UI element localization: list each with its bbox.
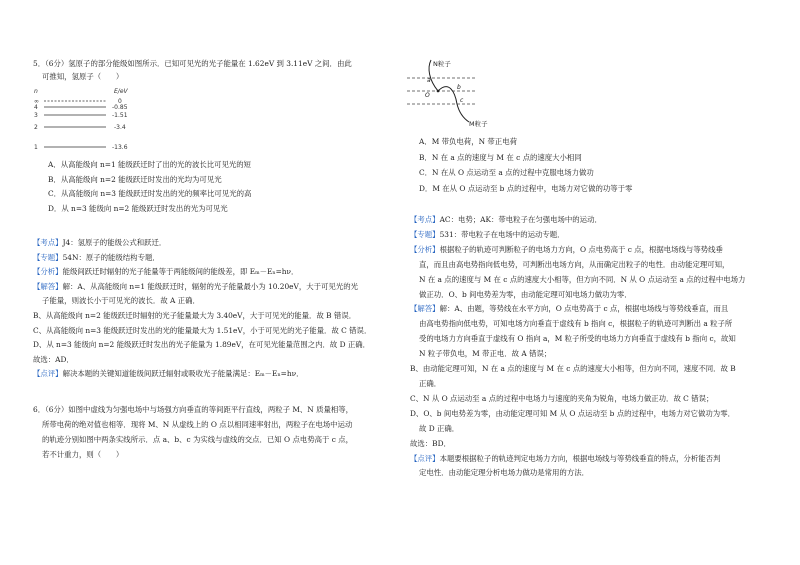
svg-text:3: 3	[34, 112, 38, 119]
q5-stem-line1: 5．（6分）氢原子的部分能级如图所示．已知可见光的光子能量在 1.62eV 到 3.11eV 之间．由此	[33, 59, 352, 68]
q6-jieda-line: 故 D 正确．	[419, 423, 460, 433]
q5-zhuanti: 【专题】54N：原子的能级结构专题．	[33, 252, 160, 262]
svg-text:∞: ∞	[34, 98, 39, 105]
n-particle-label: N粒子	[433, 60, 451, 68]
q6-stem-line: 6．（6分）如图中虚线为匀强电场中与场强方向垂直的等间距平行直线，两粒子 M、N 质量相等，	[33, 405, 354, 414]
q5-option-b: B．从高能级向 n=2 能级跃迁时发出的光均为可见光	[48, 174, 222, 184]
level-inf	[34, 98, 122, 105]
q5-jieda-line: B、从高能级向 n=2 能级跃迁时辐射的光子能量最大为 3.40eV，大于可见光的能量．故 B 错误．	[33, 310, 357, 320]
energy-axis-label: E/eV	[114, 88, 128, 95]
q6-fenxi-line: 直，而且由高电势指向低电势，可判断出电场方向，从而确定出粒子的电性．由动能定理可知，	[419, 259, 730, 269]
jieda-tag: 【解答】	[410, 304, 440, 314]
dianping-tag: 【点评】	[33, 369, 63, 379]
q6-jieda: 【解答】解：A、由题，等势线在水平方向，O 点电势高于 c 点，根据电场线与等势线垂直，而且	[410, 304, 729, 314]
q6-fenxi-line: 做正功．O、b 间电势差为零，由动能定理可知电场力做功为零．	[419, 289, 632, 299]
q6-option-b: B．N 在 a 点的速度与 M 在 c 点的速度大小相同	[419, 152, 582, 162]
q5-option-c: C．从高能级向 n=3 能级跃迁时发出的光的频率比可见光的高	[48, 189, 252, 198]
q5-jieda-line: D、从 n=3 能级向 n=2 能级跃迁时发出的光子能量为 1.89eV，在可见光能量范围之内．故 D 正确．	[33, 340, 371, 350]
n-axis-label: n	[34, 88, 38, 95]
q6-kaodian: 【考点】AC：电势；AK：带电粒子在匀强电场中的运动．	[410, 215, 602, 224]
q6-jieda-line: C、N 从 O 点运动至 a 点的过程中电场力与速度的夹角为锐角，电场力做正功．故 C 错误；	[410, 393, 714, 403]
svg-text:1: 1	[34, 144, 38, 151]
q6-solution	[410, 213, 790, 481]
level-4	[34, 104, 128, 111]
question-5	[33, 57, 403, 83]
q6-fenxi-line: N 在 a 点的速度与 M 在 c 点的速度大小相等，但方向不同．N 从 O 点运动至 a 点的过程中电场力	[419, 274, 746, 284]
q6-option-c: C．N 在从 O 点运动至 a 点的过程中克服电场力做功	[419, 168, 594, 177]
q5-kaodian: 【考点】J4：氢原子的能级公式和跃迁．	[33, 238, 167, 247]
svg-text:2: 2	[34, 124, 38, 131]
dianping-tag: 【点评】	[410, 453, 440, 463]
zhuanti-tag: 【专题】	[33, 252, 63, 262]
q5-stem-line2: 可推知，氢原子（ ）	[42, 72, 124, 81]
q5-dianping: 【点评】解决本题的关键知道能级间跃迁辐射或吸收光子能量满足：Eₘ－Eₙ=hν．	[33, 369, 304, 379]
fenxi-tag: 【分析】	[410, 244, 440, 254]
point-o-label: O	[425, 92, 430, 99]
electric-field-figure	[405, 58, 505, 128]
point-b-label: b	[457, 84, 461, 91]
q5-options	[48, 158, 408, 216]
q5-jieda-line: C、从高能级向 n=3 能级跃迁时发出的光的能量最大为 1.51eV，小于可见光的光子能量．故 C 错误．	[33, 325, 372, 335]
question-6	[33, 402, 408, 462]
kaodian-tag: 【考点】	[33, 238, 63, 247]
q6-jieda-line: N 粒子带负电，M 带正电．故 A 错误；	[419, 349, 552, 359]
q6-fenxi: 【分析】根据粒子的轨迹可判断粒子的电场力方向，O 点电势高于 c 点，根据电场线与等势线垂	[410, 244, 723, 254]
q6-dianping: 【点评】本题要根据粒子的轨迹判定电场力方向，根据电场线与等势线垂直的特点，分析能否判	[410, 453, 721, 463]
fenxi-tag: 【分析】	[33, 267, 63, 277]
kaodian-tag: 【考点】	[410, 215, 440, 224]
svg-text:-0.85: -0.85	[112, 104, 128, 111]
q6-zhuanti: 【专题】531：带电粒子在电场中的运动专题．	[410, 229, 565, 239]
q5-jieda-line: 子能量，则波长小于可见光的波长．故 A 正确．	[42, 296, 200, 306]
q5-solution	[33, 236, 408, 382]
svg-text:0: 0	[118, 98, 122, 105]
level-2	[34, 124, 126, 131]
level-3	[34, 112, 128, 119]
zhuanti-tag: 【专题】	[410, 229, 440, 239]
q5-option-d: D．从 n=3 能级向 n=2 能级跃迁时发出的光为可见光	[48, 203, 228, 213]
svg-text:-13.6: -13.6	[112, 144, 128, 151]
m-particle-label: M粒子	[469, 120, 488, 128]
q6-jieda-line: 正确．	[419, 378, 442, 388]
q5-jieda: 【解答】解：A、从高能级向 n=1 能级跃迁时，辐射的光子能量最小为 10.20eV，大于可见光的光	[33, 281, 358, 291]
q6-jieda-line: 受的电场力方向垂直于虚线有 O 指向 a，M 粒子所受的电场力方向垂直于虚线有 b 指向 c，故知	[419, 334, 736, 344]
point-c-label: c	[460, 97, 464, 104]
q6-jieda-line: 由高电势指向低电势，可知电场方向垂直于虚线有 b 指向 c，根据粒子的轨迹可判断出 a 粒子所	[419, 319, 733, 329]
q6-stem-line: 所带电荷的绝对值也相等．现将 M、N 从虚线上的 O 点以相同速率射出，两粒子在电场中运动	[42, 420, 353, 429]
q5-fenxi: 【分析】能级间跃迁时辐射的光子能量等于两能级间的能级差，即 Eₘ－Eₙ=hν．	[33, 267, 299, 277]
q6-jieda-line: B、由动能定理可知，N 在 a 点的速度与 M 在 c 点的速度大小相等，但方向不同，速度不同．故 B	[410, 364, 736, 374]
svg-text:-3.4: -3.4	[114, 124, 126, 131]
q5-jieda-line: 故选：AD．	[33, 354, 74, 364]
level-1	[34, 144, 128, 151]
energy-level-diagram	[30, 86, 170, 154]
q6-options	[419, 134, 779, 196]
jieda-tag: 【解答】	[33, 281, 63, 291]
point-a-label: a	[427, 77, 431, 84]
q6-stem-line: 若不计重力，则（ ）	[42, 450, 124, 459]
svg-text:-1.51: -1.51	[112, 112, 128, 119]
q5-option-a: A．从高能级向 n=1 能级跃迁时了出的光的波长比可见光的短	[48, 160, 252, 169]
q6-option-d: D．M 在从 O 点运动至 b 点的过程中，电场力对它做的功等于零	[419, 183, 633, 193]
q6-jieda-line: 故选：BD．	[410, 438, 451, 448]
q6-stem-line: 的轨迹分别如图中两条实线所示．点 a、b、c 为实线与虚线的交点．已知 O 点电势高于 c 点，	[42, 435, 354, 444]
q6-option-a: A．M 带负电荷，N 带正电荷	[419, 137, 517, 146]
q6-dianping-line: 定电性．由动能定理分析电场力做功是常用的方法．	[419, 468, 589, 478]
svg-text:4: 4	[34, 104, 38, 111]
q6-jieda-line: D、O、b 间电势差为零，由动能定理可知 M 从 O 点运动至 b 点的过程中，电场力对它做功为零．	[410, 408, 735, 418]
